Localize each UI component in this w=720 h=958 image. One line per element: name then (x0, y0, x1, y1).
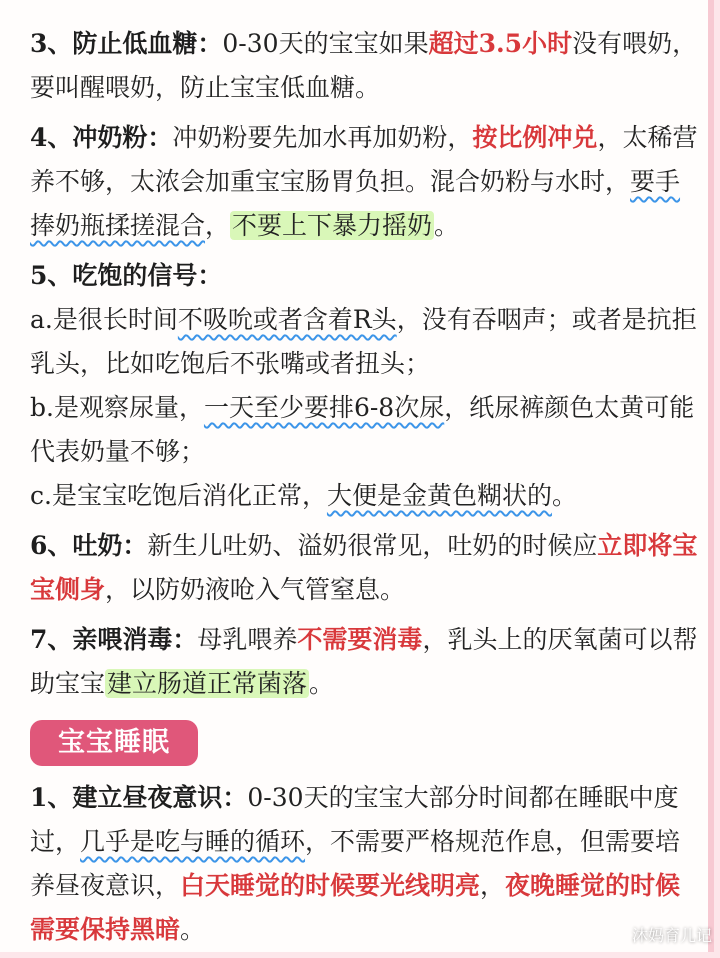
item-text: b.是观察尿量， (30, 393, 204, 422)
item-text: ，纸尿裤颜色太黄可能代表奶量不够； (30, 393, 695, 466)
item-text: 。 (309, 669, 335, 698)
green-highlight-text: 建立肠道正常菌落 (107, 669, 308, 698)
item-text: ，以防奶液呛入气管窒息。 (105, 575, 406, 604)
item-text: 没有喂奶，要叫醒喂奶，防止宝宝低血糖。 (30, 29, 698, 102)
green-highlight-text: 不要上下暴力摇奶 (232, 211, 433, 240)
item-day-night-awareness (30, 776, 700, 952)
item-text: ，没有吞咽声；或者是抗拒乳头，比如吃饱后不张嘴或者扭头； (30, 305, 697, 378)
item-heading: 3、防止低血糖： (30, 29, 223, 58)
wavy-underline-text: 一天至少要排6-8次尿 (203, 393, 445, 422)
item-text: c.是宝宝吃饱后消化正常， (30, 481, 327, 510)
item-heading: 6、吐奶： (30, 531, 148, 560)
item-heading: 5、吃饱的信号： (30, 261, 223, 290)
item-breastfeeding-disinfection (30, 618, 700, 706)
item-text: ， (480, 871, 506, 900)
item-text: ，不需要严格规范作息，但需要培养昼夜意识， (30, 827, 681, 900)
item-text: 0-30天的宝宝如果 (222, 29, 429, 58)
emphasis-red: 超过3.5小时 (428, 29, 573, 58)
item-prevent-hypoglycemia (30, 22, 700, 110)
signal-c (30, 474, 700, 518)
item-heading: 4、冲奶粉： (30, 123, 173, 152)
wavy-underline-text: 几乎是吃与睡的循环 (80, 827, 306, 856)
item-spit-up (30, 524, 700, 612)
article-content (30, 22, 700, 958)
emphasis-red: 白天睡觉的时候要光线明亮 (180, 871, 481, 900)
wavy-underline-text: 大便是金黄色糊状的 (326, 481, 552, 510)
item-text: 。 (180, 915, 206, 944)
emphasis-red: 按比例冲兑 (472, 123, 598, 152)
wavy-underline-text: 不吸吮或者含着R头 (177, 305, 397, 334)
item-full-signals-heading (30, 254, 700, 298)
item-text: ， (205, 211, 231, 240)
item-text: ，太稀营养不够，太浓会加重宝宝肠胃负担。混合奶粉与水时， (30, 123, 698, 196)
item-heading: 1、建立昼夜意识： (30, 783, 248, 812)
item-text: 冲奶粉要先加水再加奶粉， (172, 123, 473, 152)
emphasis-red: 立即将宝宝侧身 (30, 531, 698, 604)
item-text: 。 (434, 211, 460, 240)
signal-b (30, 386, 700, 474)
emphasis-red: 夜晚睡觉的时候需要保持黑暗 (30, 871, 681, 944)
section-title-badge: 宝宝睡眠 (30, 720, 198, 766)
item-formula-mixing (30, 116, 700, 248)
item-text: ，乳头上的厌氧菌可以帮助宝宝 (30, 625, 698, 698)
item-text: a.是很长时间 (30, 305, 178, 334)
watermark-text: 沐妈育儿记 (631, 926, 712, 945)
item-text: 0-30天的宝宝大部分时间都在睡眠中度过， (30, 783, 679, 856)
item-heading: 7、亲喂消毒： (30, 625, 198, 654)
signal-a (30, 298, 700, 386)
item-text: 母乳喂养 (197, 625, 298, 654)
item-text: 。 (551, 481, 577, 510)
item-text: 新生儿吐奶、溢奶很常见，吐奶的时候应 (147, 531, 598, 560)
wavy-underline-text: 要手捧奶瓶揉搓混合 (30, 167, 681, 240)
emphasis-red: 不需要消毒 (297, 625, 423, 654)
